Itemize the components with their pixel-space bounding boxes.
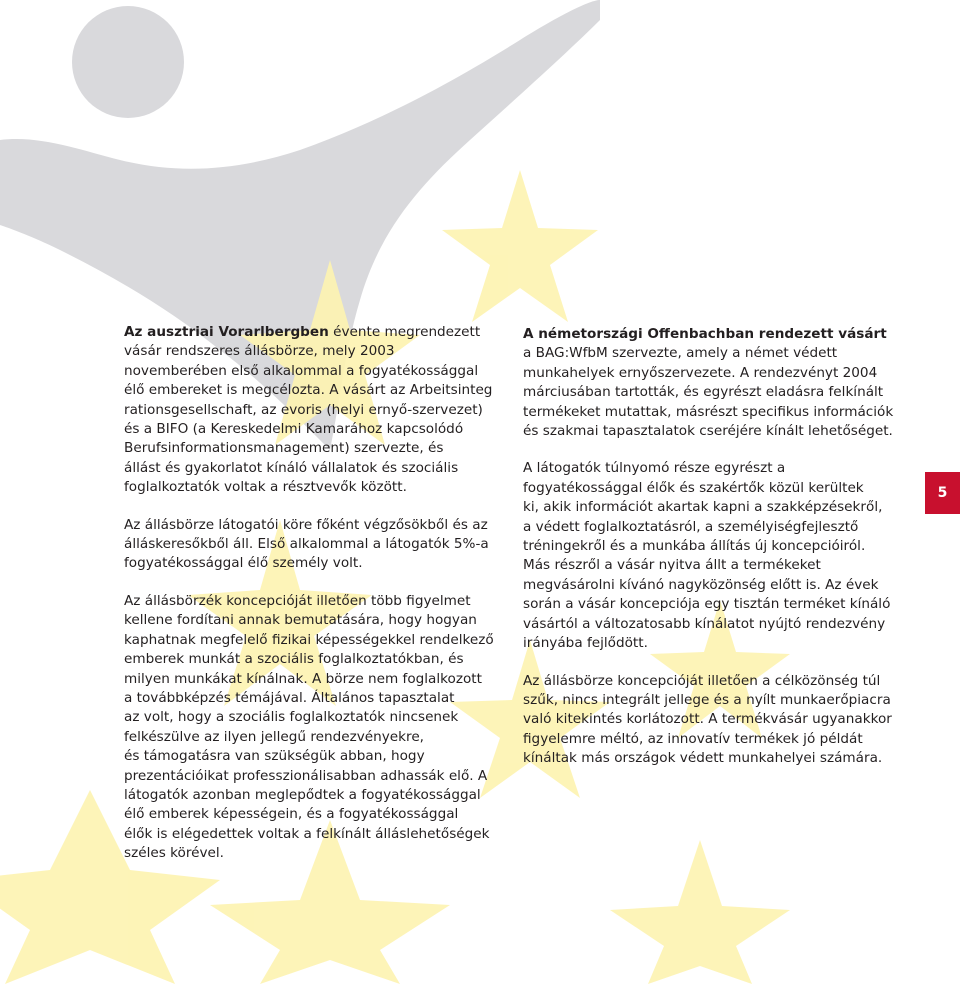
page-number-badge xyxy=(925,472,960,514)
right-paragraph-3: Az állásbörze koncepcióját illetően a célközönség túl szűk, nincs integrált jellege és a nyílt munkaerőpiacra való kitekintés korlátozott. A termékvásár ugyanakkor figyelemre méltó, az innovatív termékek jó példát kínáltak más országok védett munkahelyei számára. xyxy=(523,672,892,767)
left-paragraph-3: Az állásbörzék koncepcióját illetően több figyelmet kellene fordítani annak bemutatására, hogy hogyan kaphatnak megfelelő fizikai képességekkel rendelkező emberek munkát a szociális foglalkoztatókban, és milyen munkákat kínálnak. A börze nem foglalkozott a továbbképzés témájával. Általános tapasztalat az volt, hogy a szociális foglalkoztatók nincsenek felkészülve az ilyen jellegű rendezvényekre, és támogatásra van szükségük abban, hogy prezentációikat professzionálisabban adhassák elő. A látogatók azonban meglepődtek a fogyatékossággal élő emberek képességein, és a fogyatékossággal élők is elégedettek voltak a felkínált álláslehetőségek széles körével. xyxy=(124,592,494,862)
left-paragraph-2: Az állásbörze látogatói köre főként végzősökből és az álláskeresőkből áll. Első alkalommal a látogatók 5%-a fogyatékossággal élő személy volt. xyxy=(124,516,489,572)
right-column xyxy=(523,325,903,787)
right-paragraph-2: A látogatók túlnyomó része egyrészt a fogyatékossággal élők és szakértők közül kerültek ki, akik információt akartak kapni a szakképzésekről, a védett foglalkoztatásról, a személyiségfejlesztő tréningekről és a munkába állítás új koncepcióiról. Más részről a vásár nyitva állt a termékeket megvásárolni kívánó nagyközönség előtt is. Az évek során a vásár koncepciója egy tisztán terméket kínáló vásártól a változatosabb kínálatot nyújtó rendezvény irányába fejlődött. xyxy=(523,460,891,652)
left-paragraph-1-body: évente megrendezett vásár rendszeres állásbörze, mely 2003 novemberében első alkalommal a fogyatékossággal élő embereket is megcélozta. A vásárt az Arbeitsinteg rationsgesellschaft, az evoris (helyi ernyő-szervezet) és a BIFO (a Kereskedelmi Kamarához kapcsolódó Berufsinformationsmanagement) szervezte, és állást és gyakorlatot kínáló vállalatok és szociális foglalkoztatók voltak a résztvevők között. xyxy=(124,324,493,496)
right-paragraph-1-body: a BAG:WfbM szervezte, amely a német védett munkahelyek ernyőszervezete. A rendezvényt 2004 márciusában tartották, és egyrészt eladásra felkínált termékeket mutattak, másrészt specifikus információk és szakmai tapasztalatok cseréjére kínált lehetőséget. xyxy=(523,345,894,440)
left-column xyxy=(124,323,494,882)
right-paragraph-1 xyxy=(523,325,903,441)
right-paragraph-1-lead: A németországi Offenbachban rendezett vásárt xyxy=(523,326,887,342)
page-number: 5 xyxy=(937,485,948,501)
left-paragraph-1-lead: Az ausztriai Vorarlbergben xyxy=(124,324,329,340)
left-paragraph-1 xyxy=(124,323,494,498)
